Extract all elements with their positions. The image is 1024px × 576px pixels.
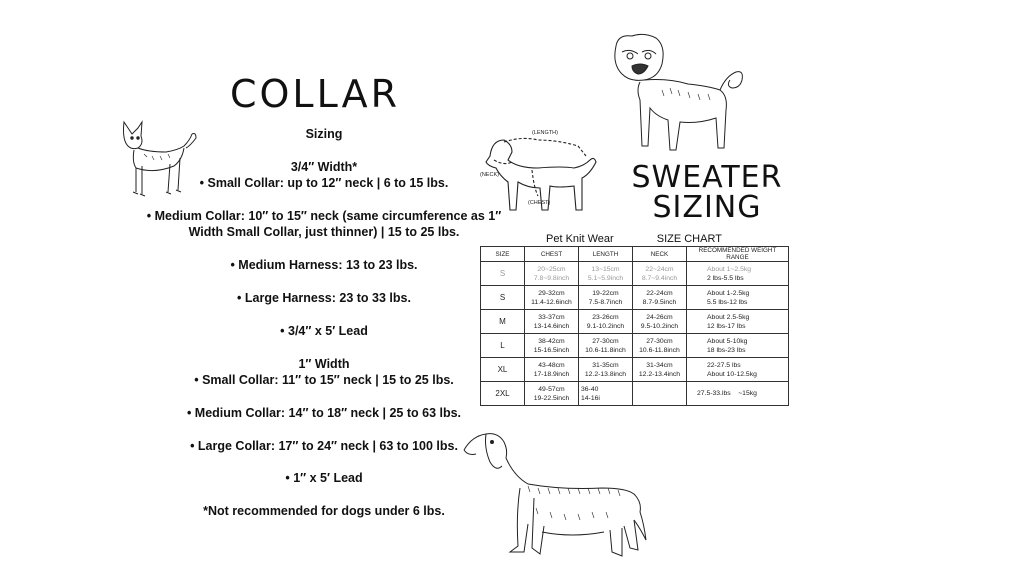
- chest-cell: 49-57cm 19-22.5inch: [525, 382, 579, 406]
- weight-cell: 22-27.5 lbs About 10-12.5kg: [687, 358, 789, 382]
- neck-cell: 24-26cm 9.5-10.2inch: [633, 310, 687, 334]
- length-cell: 19-22cm 7.5-8.7inch: [579, 286, 633, 310]
- size-cell: S: [481, 286, 525, 310]
- neck-cell: 31-34cm 12.2-13.4inch: [633, 358, 687, 382]
- chest-cell: 29-32cm 11.4-12.6inch: [525, 286, 579, 310]
- length-cell: 23-26cm 9.1-10.2inch: [579, 310, 633, 334]
- dachshund-illustration: [462, 428, 648, 562]
- medium-collar-34-line2: Width Small Collar, just thinner) | 15 to 25 lbs.: [188, 225, 460, 240]
- table-header-row: [481, 247, 789, 262]
- chihuahua-illustration: [118, 118, 198, 200]
- neck-cell: 22~24cm 8.7~9.4inch: [633, 262, 687, 286]
- table-row: [481, 382, 789, 406]
- table-row: [481, 310, 789, 334]
- size-cell: M: [481, 310, 525, 334]
- table-row: [481, 358, 789, 382]
- neck-cell: 27-30cm 10.6-11.8inch: [633, 334, 687, 358]
- diagram-length-label: (LENGTH): [532, 130, 558, 136]
- size-chart-heading: [486, 233, 722, 245]
- weight-cell: About 1~2.5kg 2 lbs-5.5 lbs: [687, 262, 789, 286]
- col-header-neck: NECK: [633, 247, 687, 262]
- col-header-chest: CHEST: [525, 247, 579, 262]
- length-cell: 13~15cm 5.1~5.9inch: [579, 262, 633, 286]
- length-cell: 27-30cm 10.6-11.8inch: [579, 334, 633, 358]
- small-collar-1: • Small Collar: 11″ to 15″ neck | 15 to 25 lbs.: [194, 373, 454, 387]
- chest-cell: 43-48cm 17-18.9inch: [525, 358, 579, 382]
- medium-collar-34-line1: • Medium Collar: 10″ to 15″ neck (same circumference as 1″: [146, 209, 502, 223]
- col-header-weight: RECOMMENDED WEIGHT RANGE: [687, 247, 789, 262]
- chest-cell: 38-42cm 15-16.5inch: [525, 334, 579, 358]
- sweater-title-line1: SWEATER: [631, 160, 783, 195]
- neck-cell: [633, 382, 687, 406]
- sizing-heading: Sizing: [305, 127, 343, 141]
- not-recommended-note: *Not recommended for dogs under 6 lbs.: [203, 504, 445, 519]
- size-cell: XL: [481, 358, 525, 382]
- table-row: [481, 334, 789, 358]
- col-header-size: SIZE: [481, 247, 525, 262]
- small-collar-34: • Small Collar: up to 12″ neck | 6 to 15 lbs.: [199, 176, 449, 191]
- measurement-diagram: [478, 126, 602, 218]
- lead-1: • 1″ x 5′ Lead: [285, 471, 363, 486]
- chest-cell: 20~25cm 7.8~9.8inch: [525, 262, 579, 286]
- sweater-title: [612, 160, 802, 225]
- size-chart-subheading: SIZE CHART: [656, 233, 722, 245]
- weight-cell: About 5-10kg 18 lbs-23 lbs: [687, 334, 789, 358]
- col-header-length: LENGTH: [579, 247, 633, 262]
- large-collar-1: • Large Collar: 17″ to 24″ neck | 63 to 100 lbs.: [190, 438, 458, 453]
- lead-34: • 3/4″ x 5′ Lead: [280, 323, 368, 338]
- pug-illustration: [608, 30, 748, 160]
- sweater-title-line2: SIZING: [652, 190, 762, 225]
- neck-cell: 22-24cm 8.7-9.5inch: [633, 286, 687, 310]
- medium-collar-1: • Medium Collar: 14″ to 18″ neck | 25 to 63 lbs.: [186, 405, 462, 420]
- large-harness: • Large Harness: 23 to 33 lbs.: [237, 291, 411, 305]
- collar-title: COLLAR: [229, 72, 401, 116]
- medium-harness: • Medium Harness: 13 to 23 lbs.: [230, 258, 418, 273]
- width-1-heading: 1″ Width: [298, 356, 350, 371]
- size-cell: S: [481, 262, 525, 286]
- size-cell: L: [481, 334, 525, 358]
- diagram-chest-label: (CHEST): [528, 200, 551, 206]
- diagram-neck-label: (NECK): [480, 172, 499, 178]
- chest-cell: 33-37cm 13-14.6inch: [525, 310, 579, 334]
- length-cell: 31-35cm 12.2-13.8inch: [579, 358, 633, 382]
- size-chart: [480, 246, 788, 408]
- size-cell: 2XL: [481, 382, 525, 406]
- width-34-heading: 3/4″ Width*: [290, 159, 358, 174]
- length-cell: 36-40 14-16i: [579, 382, 633, 406]
- table-row: [481, 286, 789, 310]
- weight-cell: About 1-2.5kg 5.5 lbs-12 lbs: [687, 286, 789, 310]
- weight-cell: About 2.5-5kg 12 lbs-17 lbs: [687, 310, 789, 334]
- size-chart-table: [480, 246, 789, 406]
- table-row: [481, 262, 789, 286]
- weight-cell: 27.5-33.lbs ~15kg: [687, 382, 789, 406]
- pet-knit-wear-heading: Pet Knit Wear: [546, 233, 614, 245]
